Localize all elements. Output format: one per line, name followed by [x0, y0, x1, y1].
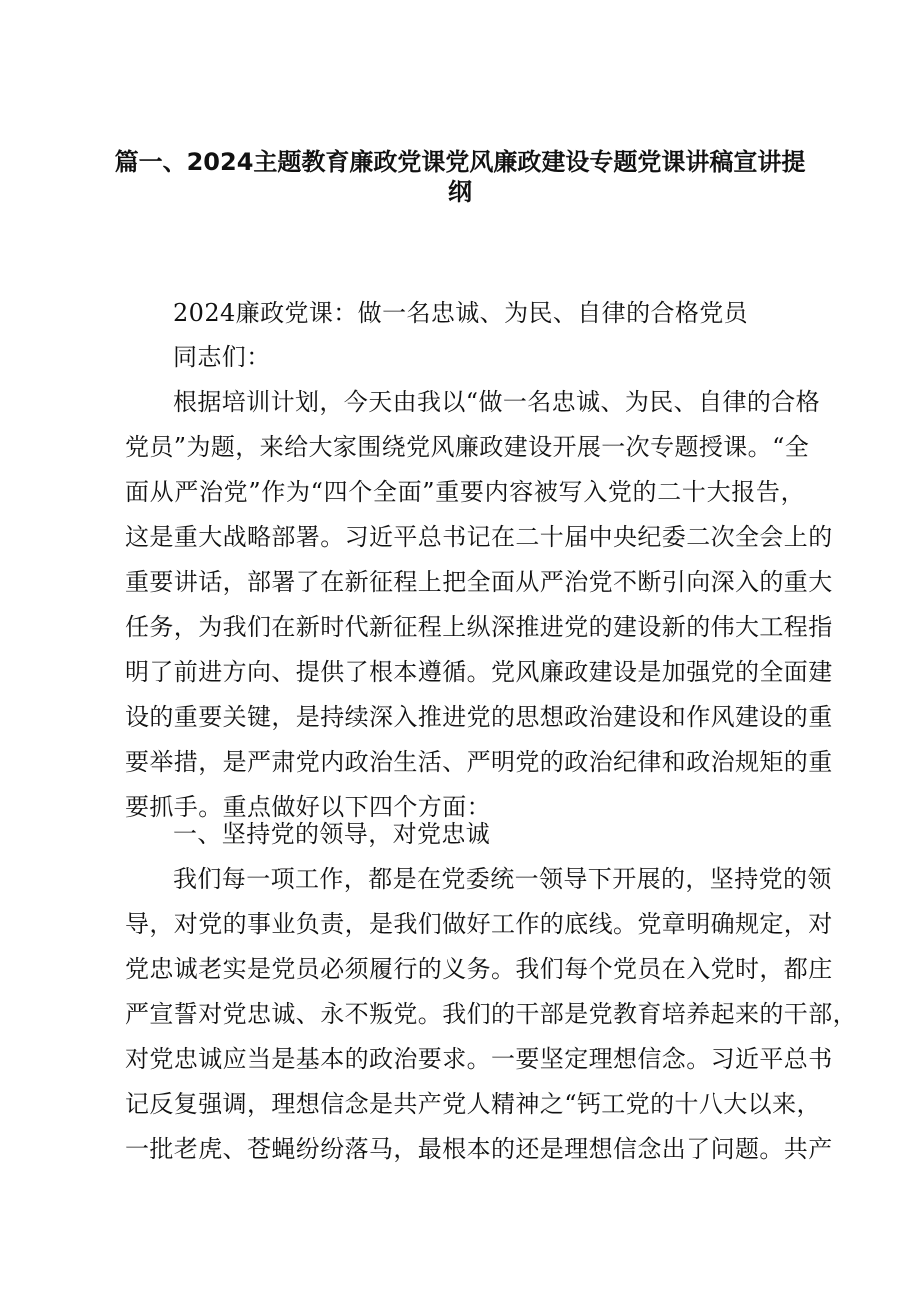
subtitle: 2024廉政党课：做一名忠诚、为民、自律的合格党员	[173, 299, 749, 327]
paragraph-2-line: 一批老虎、苍蝇纷纷落马，最根本的还是理想信念出了问题。共产	[125, 1135, 833, 1163]
paragraph-2-line: 对党忠诚应当是基本的政治要求。一要坚定理想信念。习近平总书	[125, 1045, 833, 1073]
paragraph-2-line: 记反复强调，理想信念是共产党人精神之“钙工党的十八大以来，	[125, 1090, 821, 1118]
paragraph-2-line: 党忠诚老实是党员必须履行的义务。我们每个党员在入党时，都庄	[125, 955, 833, 983]
section-1-heading: 一、坚持党的领导，对党忠诚	[173, 820, 491, 848]
paragraph-1-line: 设的重要关键，是持续深入推进党的思想政治建设和作风建设的重	[125, 703, 833, 731]
document-title-line-2: 纲	[448, 178, 472, 206]
paragraph-1-line: 面从严治党”作为“四个全面”重要内容被写入党的二十大报告，	[125, 478, 805, 506]
paragraph-2-line: 严宣誓对党忠诚、永不叛党。我们的干部是党教育培养起来的干部，	[125, 1000, 857, 1028]
salutation: 同志们：	[173, 343, 271, 371]
paragraph-1-line: 明了前进方向、提供了根本遵循。党风廉政建设是加强党的全面建	[125, 658, 833, 686]
paragraph-1-line: 这是重大战略部署。习近平总书记在二十届中央纪委二次全会上的	[125, 523, 833, 551]
paragraph-1-line: 重要讲话，部署了在新征程上把全面从严治党不断引向深入的重大	[125, 568, 833, 596]
paragraph-1-line: 根据培训计划，今天由我以“做一名忠诚、为民、自律的合格	[173, 388, 821, 416]
paragraph-2-line: 导，对党的事业负责，是我们做好工作的底线。党章明确规定，对	[125, 910, 833, 938]
paragraph-1-line: 要抓手。重点做好以下四个方面：	[125, 793, 491, 821]
paragraph-1-line: 要举措，是严肃党内政治生活、严明党的政治纪律和政治规矩的重	[125, 748, 833, 776]
paragraph-2-line: 我们每一项工作，都是在党委统一领导下开展的，坚持党的领	[173, 865, 832, 893]
paragraph-1-line: 任务，为我们在新时代新征程上纵深推进党的建设新的伟大工程指	[125, 613, 833, 641]
paragraph-1-line: 党员”为题，来给大家围绕党风廉政建设开展一次专题授课。“全	[125, 433, 810, 461]
document-title-line-1: 篇一、2024主题教育廉政党课党风廉政建设专题党课讲稿宣讲提	[114, 148, 806, 176]
